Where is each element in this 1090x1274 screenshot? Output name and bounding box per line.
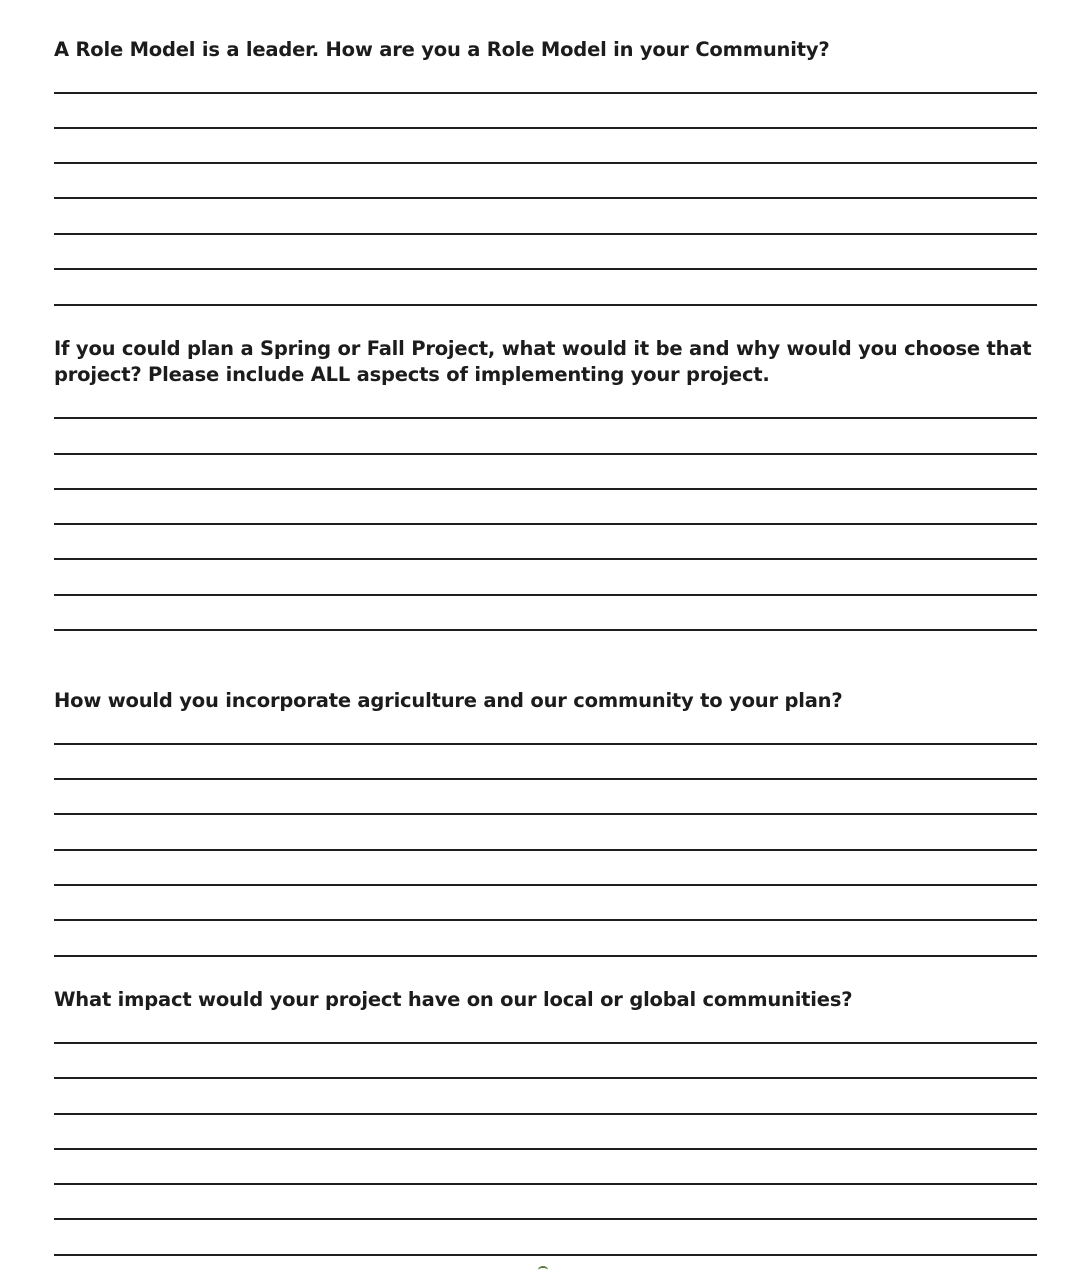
answer-line[interactable] bbox=[54, 919, 1037, 921]
answer-line[interactable] bbox=[54, 127, 1037, 129]
answer-line[interactable] bbox=[54, 523, 1037, 525]
answer-line[interactable] bbox=[54, 629, 1037, 631]
footer-logo-fragment bbox=[538, 1266, 548, 1274]
answer-line[interactable] bbox=[54, 1183, 1037, 1185]
answer-line[interactable] bbox=[54, 417, 1037, 419]
question-role-model: A Role Model is a leader. How are you a Role Model in your Community? bbox=[54, 38, 830, 61]
answer-line[interactable] bbox=[54, 268, 1037, 270]
answer-line[interactable] bbox=[54, 558, 1037, 560]
answer-line[interactable] bbox=[54, 743, 1037, 745]
answer-line[interactable] bbox=[54, 778, 1037, 780]
answer-line[interactable] bbox=[54, 1218, 1037, 1220]
answer-line[interactable] bbox=[54, 594, 1037, 596]
answer-line[interactable] bbox=[54, 162, 1037, 164]
question-agriculture: How would you incorporate agriculture and our community to your plan? bbox=[54, 689, 843, 712]
answer-line[interactable] bbox=[54, 488, 1037, 490]
answer-line[interactable] bbox=[54, 453, 1037, 455]
answer-line[interactable] bbox=[54, 849, 1037, 851]
answer-line[interactable] bbox=[54, 884, 1037, 886]
answer-line[interactable] bbox=[54, 1077, 1037, 1079]
answer-line[interactable] bbox=[54, 813, 1037, 815]
answer-line[interactable] bbox=[54, 197, 1037, 199]
answer-line[interactable] bbox=[54, 955, 1037, 957]
answer-line[interactable] bbox=[54, 233, 1037, 235]
answer-line[interactable] bbox=[54, 304, 1037, 306]
answer-line[interactable] bbox=[54, 1113, 1037, 1115]
answer-line[interactable] bbox=[54, 1042, 1037, 1044]
answer-line[interactable] bbox=[54, 1148, 1037, 1150]
question-project-plan: If you could plan a Spring or Fall Project, what would it be and why would you choose that project? Please include ALL aspects of implementing your project. bbox=[54, 337, 1032, 386]
answer-line[interactable] bbox=[54, 92, 1037, 94]
answer-line[interactable] bbox=[54, 1254, 1037, 1256]
question-impact: What impact would your project have on our local or global communities? bbox=[54, 988, 853, 1011]
